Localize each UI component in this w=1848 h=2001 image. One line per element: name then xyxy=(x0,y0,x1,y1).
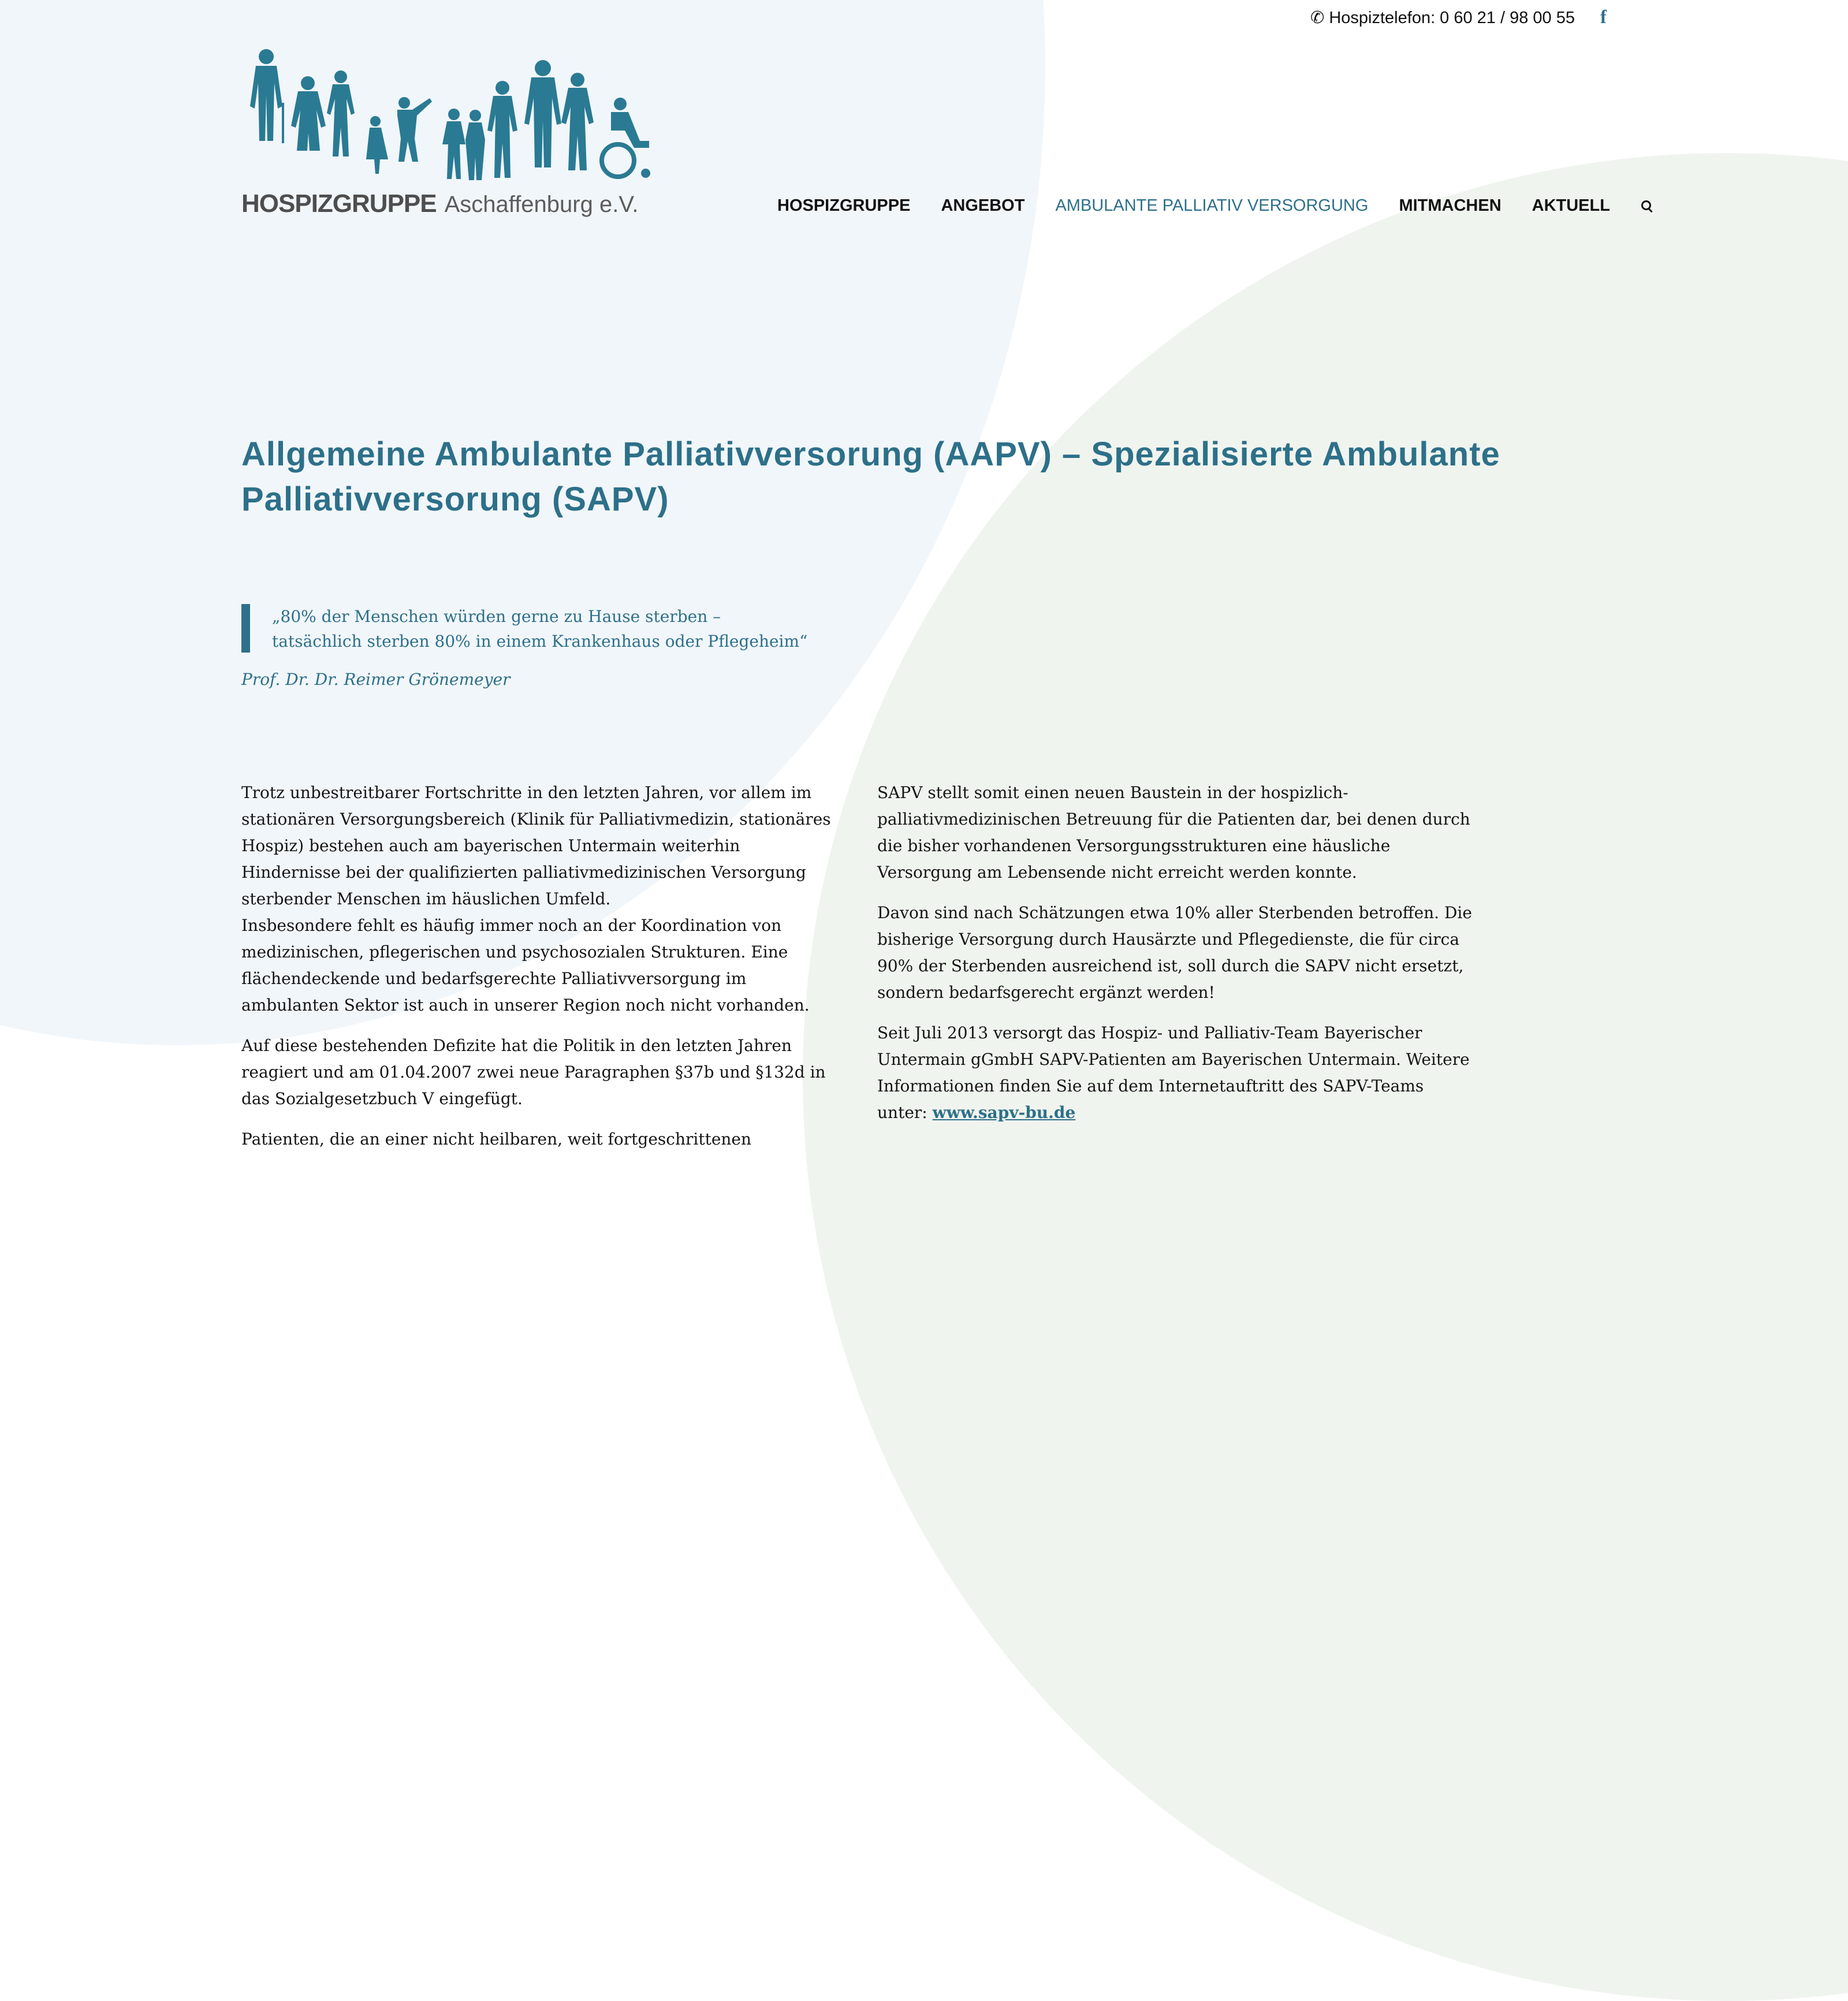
hospice-phone: ✆ Hospiztelefon: 0 60 21 / 98 00 55 xyxy=(1310,9,1575,27)
text-line: palliativmedizinischen Betreuung für die Patienten dar, bei denen durch xyxy=(877,810,1470,829)
paragraph xyxy=(241,1033,826,1112)
text-line: flächendeckende und bedarfsgerechte Palliativversorgung im xyxy=(241,969,747,988)
quote-text xyxy=(272,604,807,654)
logo-name-light: Aschaffenburg e.V. xyxy=(444,192,639,217)
main-nav xyxy=(777,196,1653,215)
text-line: Trotz unbestreitbarer Fortschritte in den letzten Jahren, vor allem im xyxy=(241,783,812,802)
blockquote xyxy=(241,604,807,654)
text-line: Auf diese bestehenden Defizite hat die Politik in den letzten Jahren xyxy=(241,1036,792,1055)
text-line: Informationen finden Sie auf dem Internetauftritt des SAPV-Teams xyxy=(877,1076,1424,1095)
page-title-line-1: Allgemeine Ambulante Palliativversorung (AAPV) – Spezialisierte Ambulante xyxy=(241,435,1500,473)
text-line: Patienten, die an einer nicht heilbaren, weit fortgeschrittenen xyxy=(241,1130,752,1149)
paragraph xyxy=(877,900,1472,1006)
paragraph xyxy=(877,1020,1470,1126)
page-title-line-2: Palliativversorung (SAPV) xyxy=(241,480,669,518)
paragraph xyxy=(241,1126,819,1153)
text-line: ambulanten Sektor ist auch in unserer Region noch nicht vorhanden. xyxy=(241,996,810,1015)
text-line: die bisher vorhandenen Versorgungsstrukturen eine häusliche xyxy=(877,836,1391,855)
content-column-right xyxy=(877,780,1472,1140)
text-line: 90% der Sterbenden ausreichend ist, soll durch die SAPV nicht ersetzt, xyxy=(877,956,1464,975)
text-line: bisherige Versorgung durch Hausärzte und Pflegedienste, die für circa xyxy=(877,930,1460,949)
text-line: Seit Juli 2013 versorgt das Hospiz- und Palliativ-Team Bayerischer xyxy=(877,1023,1422,1042)
content-column-left xyxy=(241,780,831,1167)
text-line: stationären Versorgungsbereich (Klinik für Palliativmedizin, stationäres xyxy=(241,810,831,829)
text-line: Hospiz) bestehen auch am bayerischen Untermain weiterhin xyxy=(241,836,740,855)
text-line: sondern bedarfsgerecht ergänzt werden! xyxy=(877,983,1215,1002)
people-silhouettes-icon xyxy=(241,45,663,189)
text-line: Insbesondere fehlt es häufig immer noch an der Koordination von xyxy=(241,916,782,935)
text-line: Versorgung am Lebensende nicht erreicht werden konnte. xyxy=(877,863,1357,882)
sapv-website-link[interactable]: www.sapv-bu.de xyxy=(932,1103,1076,1122)
page-title xyxy=(241,432,1512,522)
text-line: Davon sind nach Schätzungen etwa 10% aller Sterbenden betroffen. Die xyxy=(877,903,1472,922)
text-line: medizinischen, pflegerischen und psychosozialen Strukturen. Eine xyxy=(241,942,788,962)
search-icon[interactable] xyxy=(1641,200,1653,213)
nav-item-ambulante-palliativ-versorgung[interactable]: AMBULANTE PALLIATIV VERSORGUNG xyxy=(1055,196,1369,215)
logo-name-bold: HOSPIZGRUPPE xyxy=(241,189,437,218)
text-line: unter: xyxy=(877,1103,933,1122)
top-bar xyxy=(1310,7,1607,28)
text-line: Hindernisse bei der qualifizierten palliativmedizinischen Versorgung xyxy=(241,863,806,882)
nav-item-hospizgruppe[interactable]: HOSPIZGRUPPE xyxy=(777,196,911,215)
nav-item-angebot[interactable]: ANGEBOT xyxy=(941,196,1025,215)
paragraph xyxy=(241,780,831,1019)
quote-bar xyxy=(241,604,250,653)
quote-line-2: tatsächlich sterben 80% in einem Krankenhaus oder Pflegeheim“ xyxy=(272,632,808,651)
facebook-icon[interactable]: f xyxy=(1600,7,1607,28)
nav-item-aktuell[interactable]: AKTUELL xyxy=(1532,196,1610,215)
nav-item-mitmachen[interactable]: MITMACHEN xyxy=(1399,196,1502,215)
text-line: Untermain gGmbH SAPV-Patienten am Bayerischen Untermain. Weitere xyxy=(877,1050,1470,1069)
logo-wordmark xyxy=(241,189,638,218)
site-logo[interactable] xyxy=(241,45,663,221)
text-line: das Sozialgesetzbuch V eingefügt. xyxy=(241,1089,523,1108)
quote-line-1: „80% der Menschen würden gerne zu Hause sterben – xyxy=(272,607,721,626)
paragraph xyxy=(877,780,1470,886)
quote-author: Prof. Dr. Dr. Reimer Grönemeyer xyxy=(241,670,511,689)
text-line: SAPV stellt somit einen neuen Baustein in der hospizlich- xyxy=(877,783,1348,802)
text-line: sterbender Menschen im häuslichen Umfeld. xyxy=(241,889,611,908)
text-line: reagiert und am 01.04.2007 zwei neue Paragraphen §37b und §132d in xyxy=(241,1063,826,1082)
